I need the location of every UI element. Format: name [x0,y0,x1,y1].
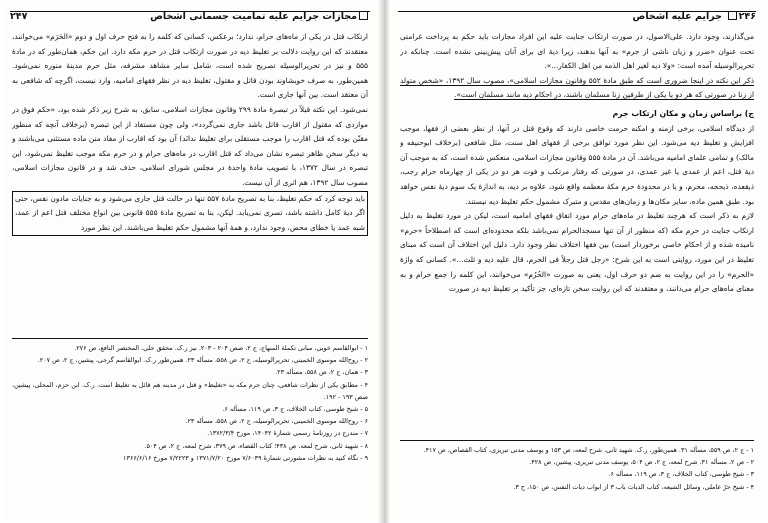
square-ornament-icon [728,11,737,20]
right-paragraph: لازم به ذکر است که هرچند تغلیظ در ماه‌های حرام مورد اتفاق فقهای امامیه است، لیکن در مورد تغلیظ به دلیل ارتکاب جنایت در حرم مکه (که منظور از آن تنها مسجدالحرام نمی‌باشد بلکه محدوده‌ای است که اصطلاحاً «حرم» نامیده شده و از احکام خاصی برخوردار است) بین فقها اختلاف نظر وجود دارد. دلیل این اختلاف آن است که مبنای تغلیظ در این مورد، روایتی است به این شرح: «رجل قتل رجلاً فی الحرم، قال علیه دیه و ثلث...». کسانی که واژهٔ «الحرم» را در این روایت به ضم دو حرف اول، یعنی به صورت «الحُرُم» می‌خوانند، این کلمه را جمع حرام و به معنای ماه‌های حرام می‌دانند، و معتقدند که این روایت سخن تازه‌ای، جز تأکید بر تغلیظ دیه در صورت [400,211,754,294]
left-footnotes [12,342,368,518]
right-page-number [726,10,756,24]
book-spine [378,0,390,523]
left-running-title [150,10,370,24]
right-page-number-text: ۲۴۶ [738,11,756,22]
footnote: ۸ - شهید ثانی، شرح لمعه، ص ۴۳۸؛ کتاب القضاء، ص ۳۷۹، شرح لمعه، ج ۲، ص ۵۰۴. [144,441,368,450]
footnote: ۵ - شیخ طوسی، کتاب الخلاف، ج ۳، ص ۱۱۹، مسأله ۶. [222,405,368,414]
right-running-title: جرایم علیه اشخاص [632,11,722,22]
footnote: ۲ - روح‌الله موسوی الخمینی، تحریرالوسیله، ج ۲، ص ۵۵۸، مسأله ۲۳. همین‌طور ر.ک. ابوالقاسم گرجی، پیشین، ج ۲، ص ۲۰۷. [37,356,368,365]
footnote: ۲ - ص ۲، مسأله ۳۱. شرح لمعه، ج ۲، ص ۵۰۴، یوسف مدنی تبریزی، پیشین، ص ۴۲۸. [529,458,754,467]
right-footnotes [400,444,754,518]
footnote: ۹ - نگاه کنید به نظرات مشورتی شمارهٔ ۷/۶۰۳۹ مورخ ۱۳۷۱/۷/۲۰ و ۷/۲۲۲۳ مورخ ۱۳۶۶/۶/۱۶ [123,453,368,462]
footnote: ۱ - ج ۲، ص ۵۵۹، مسأله ۳۱. همین‌طور، ر.ک. شهید ثانی، شرح لمعه، ص ۱۵۳ و یوسف مدنی تبریزی، کتاب القصاص، ص ۴۱۷. [423,446,754,454]
section-heading: ج) براساس زمان و مکان ارتکاب جرم [612,108,754,118]
left-body-text [12,30,368,326]
footnote: ۱ - ابوالقاسم خویی، مبانی تکملة المنهاج، ج ۲، صص ۲۰۴ - ۲۰۳. نیز ر.ک. محقق حلی، المختصر النافع، ص ۲۷۶. [74,344,368,352]
left-paragraph: نمی‌شود. این نکته قبلاً در تبصرهٔ مادهٔ ۲۹۹ وقانون مجازات اسلامی، سابق، به شرح زیر ذکر شده بود، «حکم فوق در مواردی که مقتول از اقارب قاتل باشد جاری نمی‌گردد»، ولی چون مستفاد از این تبصره (برخلاف آنچه که منظور مقنّن بوده که قتل اقارب را موجب مستقلی برای تغلیظ ندانَد) آن بود که اقارب از مفاد متن ماده مستثنی می‌باشند و به دیگر سخن ظاهر تبصره نشان می‌داد که قتل اقارب در ماه‌های حرام و در حرم مکه موجب تغلیظ نمی‌شود، این تبصره در سال ۱۳۷۲، با تصویب مادهٔ واحدهٔ در مجلس شورای اسلامی، حذف شد و در قانون مجازات اسلامی، مصوب سال ۱۳۹۲، هم اثری از آن نیست. [12,104,368,187]
left-paragraph: باید توجه کرد که حکم تغلیظ، بنا به تصریح مادهٔ ۵۵۷ تنها در حالت قتل جاری می‌شود و به جنایات مادون نفس، حتی اگر دیهٔ کامل داشته باشد، تسری نمی‌یابد. لیکن، بنا به تصریح مادهٔ ۵۵۵ قانونی بین انواع مختلف قتل اعم از عمد، شبه عمد یا خطای محض، وجود ندارد، و همهٔ آنها مشمول حکم تغلیظ می‌باشند. این نظر مورد [12,191,368,237]
right-paragraph: از دیدگاه اسلامی، برخی ازمنه و امکنه حرمت خاصی دارند که وقوع قتل در آنها، از نظر بعضی از فقها، موجب افزایش و تغلیظ دیه می‌شود. این نظر مورد توافق برخی از فقهای اهل سنت، مثل شافعی (برخلاف ابوحنیفه و مالک) و تمامی علمای امامیه می‌باشد. آن در مادهٔ ۵۵۵ وقانون مجازات اسلامی، منعکس شده است، که به موجب آن دیهٔ قتل، اعم از عمدی یا غیر عمدی، در صورتی که رفتار مرتکب و فوت هر دو در یکی از چهارماه حرام رجب، ذیقعده، ذیحجه، محرم، و یا در محدودهٔ حرم مکهٔ معظمه واقع شود، علاوه بر دیه، به اندازهٔ یک سوم دیهٔ نفس خواهد بود. طبق همین ماده، سایر مکان‌ها و زمان‌های مقدس و متبرک مشمول حکم تغلیظ دیه نیستند. [400,123,754,206]
left-page-number: ۲۴۷ [10,11,28,22]
left-page-header [10,10,370,22]
left-paragraph: ارتکاب قتل در یکی از ماه‌های حرام، ندارد؛ برعکس، کسانی که کلمه را به فتح حرف اول و دوم «الحَرَم» می‌خوانند، معتقدند که این روایت دلالت بر تغلیظ دیه در صورت ارتکاب قتل در حرم مکه دارد. این حکم، همان‌طور که در مادهٔ ۵۵۵ و نیز در تحریرالوسیله تصریح شده است، شامل سایر مشاهد مشرفه، مثل حرم مدینهٔ منوره نمی‌شود. همین‌طور، به صرف خویشاوند بودن قاتل و مقتول، تغلیظ دیه در نظر فقهای امامیه، وارد نیست، اگرچه که شافعی به آن معتقد است. بین آنها جاری است. [12,32,368,100]
footnote: ۴ - مطابق یکی از نظرات شافعی، چنان حرم مکه به «تغلیظ» و قتل در مدینه هم قائل به تغلیظ است. ر.ک. ابن حزم، المحلی، پیشین، صص ۱۹۳ - ۱۹۲. [12,380,368,401]
footnote: ۶ - روح‌الله موسوی الخمینی، تحریرالوسیله، ج ۲، ص ۵۵۸، مسأله ۲۳. [185,417,368,426]
right-paragraph: می‌گذارند، وجود دارد. علی‌الاصول، در صورت ارتکاب جنایت علیه این افراد مجازات باید حکم به پرداخت غرامتی تحت عنوان «ضرر و زیان ناشی از جرم» به آنها بدهند، زیرا دیهٔ ای برای آنان پیش‌بینی نشده است. چنانکه در تحریرالوسیله آمده است: «ولا دیه لغیر اهل الذمه من اهل الکفار...». [400,32,754,71]
right-page-header [398,10,756,22]
square-ornament-icon [359,11,368,20]
footnote: ۳ - همان، ج ۲، ص ۵۵۸، مسأله ۲۳. [275,368,368,377]
left-page [4,6,376,518]
right-page [392,6,762,518]
right-paragraph: ذکر این نکته در اینجا ضروری است که طبق مادهٔ ۵۵۲ وقانون مجازات اسلامی»، مصوب سال ۱۳۹۲، «شخص متولد از زنا در صورتی که هر دو یا یکی از طرفین زنا مسلمان باشند، در احکام دیه مانند مسلمان است». [400,75,754,100]
footnote: ۳ - شیخ طوسی، کتاب الخلاف، ج ۳، ص ۱۱۹، مسأله ۶. [608,470,754,479]
right-body-text [400,30,754,436]
footnote: ۴ - شیخ حرّ عاملی، وسائل الشیعه، کتاب الدیات باب ۳ از ابواب دیات النفس، ص ۱۵۰، ح ۳. [513,482,754,491]
left-running-title-text: مجازات جرایم علیه تمامیت جسمانی اشخاص [150,11,357,22]
footnote-divider [12,338,368,339]
footnote: ۷ - مندرج در روزنامهٔ رسمی شمارهٔ ۱۴۰۴۲، مورخ ۱۳۷۲/۳/۴. [207,429,368,438]
footnote-divider [400,440,754,441]
